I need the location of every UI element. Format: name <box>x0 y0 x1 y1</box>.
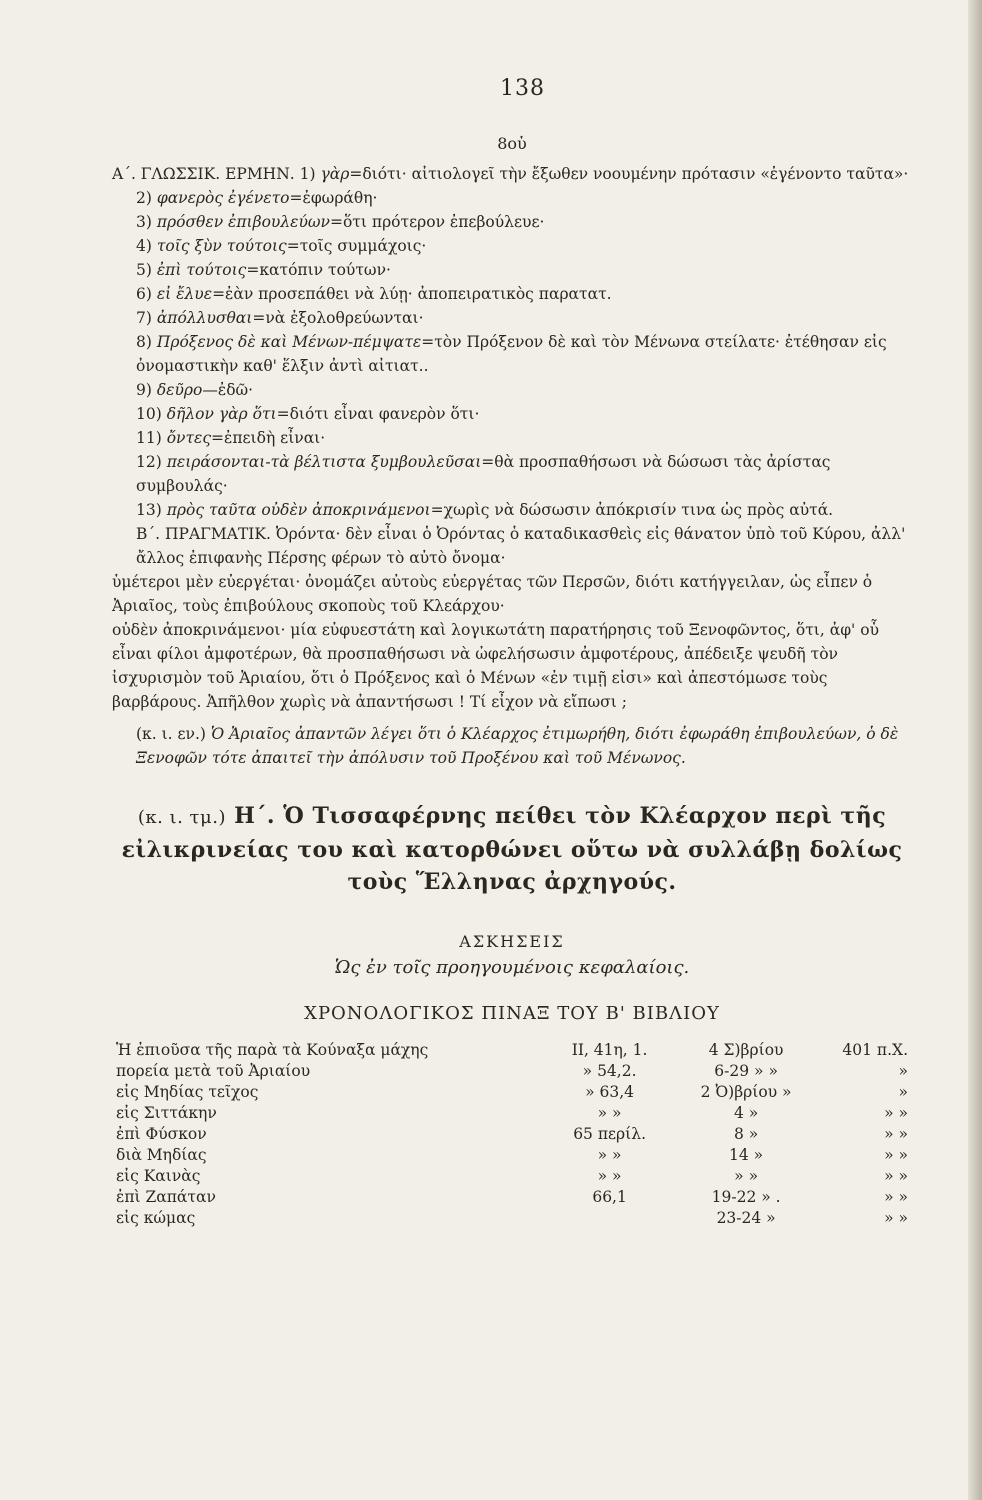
chronology-cell-ref: 65 περίλ. <box>573 1125 646 1143</box>
chronology-cell-loc: εἰς κώμας <box>116 1209 196 1227</box>
chronology-row <box>112 1208 912 1229</box>
chronology-cell-yr: » » <box>884 1104 908 1122</box>
note-6-lemma: εἰ ἔλυε <box>156 285 213 303</box>
note-13: 13) πρὸς ταῦτα οὐδὲν ἀποκρινάμενοι=χωρὶς νὰ δώσωσιν ἀπόκρισίν τινα ὡς πρὸς αὐτά. <box>136 501 834 519</box>
section-separator-heading: 8οὑ <box>497 134 527 153</box>
note-2-lemma: φανερὸς ἐγένετο <box>156 189 290 207</box>
chronology-cell-ref: » » <box>597 1167 622 1185</box>
chronology-row <box>112 1166 912 1187</box>
page-body <box>112 74 912 1229</box>
note-6: 6) εἰ ἔλυε=ἐὰν προσεπάθει νὰ λύῃ· ἀποπειρατικὸς παρατατ. <box>136 285 612 303</box>
note-2: 2) φανερὸς ἐγένετο=ἐφωράθη· <box>136 189 378 207</box>
exercises-text: Ὡς ἐν τοῖς προηγουμένοις κεφαλαίοις. <box>334 957 690 978</box>
exercises-title: ΑΣΚΗΣΕΙΣ <box>459 932 565 951</box>
note-8-lemma: Πρόξενος δὲ καὶ Μένων-πέμψατε <box>156 333 422 351</box>
summary-block <box>112 722 912 770</box>
note-10-text: =διότι εἶναι φανερὸν ὅτι· <box>276 405 480 423</box>
summary-text: Ὁ Ἀριαῖος ἀπαντῶν λέγει ὅτι ὁ Κλέαρχος ἐτιμωρήθη, διότι ἐφωράθη ἐπιβουλεύων, ὁ δὲ Ξενοφῶν τότε ἀπαιτεῖ τὴν ἀπόλυσιν τοῦ Προξένου καὶ τοῦ Μένωνος. <box>136 725 899 767</box>
chronology-cell-loc: εἰς Καινὰς <box>116 1167 201 1185</box>
chronology-cell-date: 6-29 » » <box>714 1062 778 1080</box>
chronology-cell-loc: Ἡ ἐπιοῦσα τῆς παρὰ τὰ Κούναξα μάχης <box>116 1041 429 1059</box>
note-13-lemma: πρὸς ταῦτα οὐδὲν ἀποκρινάμενοι <box>166 501 431 519</box>
section-b-line-3: οὐδὲν ἀποκρινάμενοι· μία εὐφυεστάτη καὶ λογικωτάτη παρατήρησις τοῦ Ξενοφῶντος, ὅτι, ἀφ' οὗ εἶναι φίλοι ἀμφοτέρων, θὰ προσπαθήσωσι νὰ ὠφελήσωσιν ἀμφοτέρους, ἀπέδειξε ψευδῆ τὸν ἰσχυρισμὸν τοῦ Ἀριαίου, ὅτι ὁ Πρόξενος καὶ ὁ Μένων «ἐν τιμῇ εἰσι» καὶ ἀπεστόμωσε τοὺς βαρβάρους. Ἀπῆλθον χωρὶς νὰ ἀπαντήσωσι ! Τί εἶχον νὰ εἴπωσι ; <box>112 621 879 711</box>
note-4-text: =τοῖς συμμάχοις· <box>286 237 427 255</box>
chronology-cell-ref: 66,1 <box>592 1188 627 1206</box>
chronology-cell-ref: » » <box>597 1104 622 1122</box>
chronology-title: ΧΡΟΝΟΛΟΓΙΚΟΣ ΠΙΝΑΞ ΤΟΥ Β' ΒΙΒΛΙΟΥ <box>304 1003 720 1024</box>
note-5-text: =κατόπιν τούτων· <box>246 261 391 279</box>
note-5: 5) ἐπὶ τούτοις=κατόπιν τούτων· <box>136 261 391 279</box>
note-7-lemma: ἀπόλλυσθαι <box>156 309 253 327</box>
chronology-row <box>112 1187 912 1208</box>
note-9-lemma: δεῦρο <box>156 381 203 399</box>
note-2-text: =ἐφωράθη· <box>289 189 378 207</box>
chronology-cell-loc: ἐπὶ Ζαπάταν <box>116 1188 216 1206</box>
chronology-cell-ref <box>535 1208 684 1229</box>
page-number: 138 <box>500 76 545 101</box>
note-11-text: =ἐπειδὴ εἶναι· <box>211 429 326 447</box>
chronology-cell-yr: » » <box>884 1167 908 1185</box>
chronology-cell-ref: ΙΙ, 41η, 1. <box>571 1041 648 1059</box>
chronology-cell-ref: » 54,2. <box>582 1062 637 1080</box>
chronology-row <box>112 1040 912 1061</box>
note-7-text: =νὰ ἐξολοθρεύωνται· <box>252 309 424 327</box>
chronology-cell-date: 2 Ὀ)βρίου » <box>700 1083 792 1101</box>
note-9-text: —ἐδῶ· <box>202 381 254 399</box>
chapter-ref: (κ. ι. τμ.) <box>137 807 226 828</box>
note-6-text: =ἐὰν προσεπάθει νὰ λύῃ· ἀποπειρατικὸς παρατατ. <box>212 285 612 303</box>
chronology-cell-ref: » » <box>597 1146 622 1164</box>
chronology-cell-yr: » <box>898 1083 908 1101</box>
chronology-cell-loc: εἰς Σιττάκην <box>116 1104 217 1122</box>
note-8: 8) Πρόξενος δὲ καὶ Μένων-πέμψατε=τὸν Πρόξενον δὲ καὶ τὸν Μένωνα στείλατε· ἐτέθησαν εἰς ὀνομαστικὴν καθ' ἕλξιν ἀντὶ αἰτιατ.. <box>136 333 887 375</box>
chronology-cell-ref: » 63,4 <box>585 1083 635 1101</box>
note-3-lemma: πρόσθεν ἐπιβουλεύων <box>156 213 330 231</box>
chronology-row <box>112 1145 912 1166</box>
note-3: 3) πρόσθεν ἐπιβουλεύων=ὅτι πρότερον ἐπεβούλευε· <box>136 213 545 231</box>
chronology-cell-yr: » » <box>884 1146 908 1164</box>
note-4: 4) τοῖς ξὺν τούτοις=τοῖς συμμάχοις· <box>136 237 427 255</box>
chapter-title: Ὁ Τισσαφέρνης πείθει τὸν Κλέαρχον περὶ τῆς εἰλικρινείας του καὶ κατορθώνει οὕτω νὰ συλλάβῃ δολίως τοὺς Ἕλληνας ἀρχηγούς. <box>121 803 903 895</box>
book-spine-edge <box>968 0 982 1500</box>
section-b-line-1: Ὀρόντα· δὲν εἶναι ὁ Ὀρόντας ὁ καταδικασθεὶς εἰς θάνατον ὑπὸ τοῦ Κύρου, ἀλλ' ἄλλος ἐπιφανὴς Πέρσης φέρων τὸ αὐτὸ ὄνομα· <box>136 525 906 567</box>
note-9: 9) δεῦρο—ἐδῶ· <box>136 381 254 399</box>
chronology-row <box>112 1124 912 1145</box>
note-11-lemma: ὄντες <box>166 429 212 447</box>
note-10: 10) δῆλον γὰρ ὅτι=διότι εἶναι φανερὸν ὅτι· <box>136 405 480 423</box>
section-b-head: Β΄. ΠΡΑΓΜΑΤΙΚ. <box>136 525 271 543</box>
chronology-cell-date: 19-22 » . <box>711 1188 781 1206</box>
chronology-cell-date: 14 » <box>729 1146 764 1164</box>
chronology-cell-date: 8 » <box>733 1125 759 1143</box>
note-13-text: =χωρὶς νὰ δώσωσιν ἀπόκρισίν τινα ὡς πρὸς αὐτά. <box>430 501 834 519</box>
section-a-head: Α΄. ΓΛΩΣΣΙΚ. ΕΡΜΗΝ. <box>112 165 295 183</box>
note-4-lemma: τοῖς ξὺν τούτοις <box>156 237 287 255</box>
chronology-row <box>112 1082 912 1103</box>
note-12: 12) πειράσονται-τὰ βέλτιστα ξυμβουλεῦσαι=θὰ προσπαθήσωσι νὰ δώσωσι τὰς ἀρίστας συμβουλάς· <box>136 453 831 495</box>
chronology-cell-yr: 401 π.Χ. <box>842 1041 908 1059</box>
chronology-cell-loc: διὰ Μηδίας <box>116 1146 207 1164</box>
section-b-line-2: ὑμέτεροι μὲν εὐεργέται· ὀνομάζει αὐτοὺς εὐεργέτας τῶν Περσῶν, διότι κατήγγειλαν, ὡς εἶπεν ὁ Ἀριαῖος, τοὺς ἐπιβούλους σκοποὺς τοῦ Κλεάρχου· <box>112 573 873 615</box>
chronology-table <box>112 1040 912 1229</box>
chronology-cell-yr: » » <box>884 1209 908 1227</box>
note-12-text: =θὰ προσπαθήσωσι νὰ δώσωσι τὰς ἀρίστας συμβουλάς· <box>136 453 831 495</box>
chronology-row <box>112 1103 912 1124</box>
note-3-text: =ὅτι πρότερον ἐπεβούλευε· <box>329 213 545 231</box>
chronology-cell-yr: » <box>898 1062 908 1080</box>
chronology-cell-date: 4 » <box>733 1104 759 1122</box>
chronology-cell-yr: » » <box>884 1188 908 1206</box>
note-1-text: =διότι· αἰτιολογεῖ τὴν ἔξωθεν νοουμένην πρότασιν «ἐγένοντο ταῦτα»· <box>349 165 909 183</box>
chapter-number: Η΄. <box>234 803 276 829</box>
note-7: 7) ἀπόλλυσθαι=νὰ ἐξολοθρεύωνται· <box>136 309 424 327</box>
section-a <box>112 162 912 522</box>
chronology-cell-loc: πορεία μετὰ τοῦ Ἀριαίου <box>116 1062 311 1080</box>
note-10-lemma: δῆλον γὰρ ὅτι <box>166 405 277 423</box>
chronology-cell-loc: εἰς Μηδίας τεῖχος <box>116 1083 259 1101</box>
chronology-cell-date: 4 Σ)βρίου <box>708 1041 784 1059</box>
chronology-cell-yr: » » <box>884 1125 908 1143</box>
chronology-cell-date: 23-24 » <box>716 1209 776 1227</box>
chapter-heading <box>112 800 912 898</box>
chronology-cell-loc: ἐπὶ Φύσκον <box>116 1125 207 1143</box>
chronology-row <box>112 1061 912 1082</box>
note-1-lemma: γὰρ <box>320 165 350 183</box>
note-11: 11) ὄντες=ἐπειδὴ εἶναι· <box>136 429 326 447</box>
section-b <box>112 522 912 714</box>
summary-ref: (κ. ι. εν.) <box>136 725 206 743</box>
note-8-text: =τὸν Πρόξενον δὲ καὶ τὸν Μένωνα στείλατε· ἐτέθησαν εἰς ὀνομαστικὴν καθ' ἕλξιν ἀντὶ αἰτιατ.. <box>136 333 887 375</box>
note-1-id: 1) <box>299 165 321 183</box>
chronology-cell-date: » » <box>734 1167 759 1185</box>
note-5-lemma: ἐπὶ τούτοις <box>156 261 247 279</box>
note-12-lemma: πειράσονται-τὰ βέλτιστα ξυμβουλεῦσαι <box>166 453 482 471</box>
